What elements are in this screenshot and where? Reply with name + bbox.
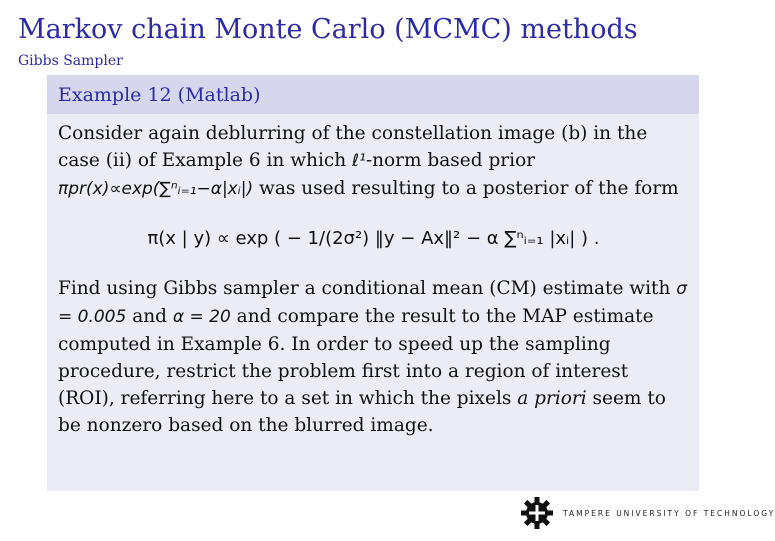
slide-subtitle: Gibbs Sampler [18,53,123,69]
para2-text-2: and [126,306,173,327]
para1-text-3: was used resulting to a posterior of the form [253,178,679,199]
para2-text-1: Find using Gibbs sampler a conditional mean (CM) estimate with [58,278,677,299]
para2-text-5: seem to be nonzero based on the blurred image. [58,388,666,436]
block-body [47,114,699,439]
footer-logo [520,496,775,530]
ell1-norm: ℓ¹ [352,151,366,171]
footer-institution: TAMPERE UNIVERSITY OF TECHNOLOGY [563,508,775,518]
alpha-value: α = 20 [172,307,231,327]
sigma-value: σ = 0.005 [58,279,688,327]
block-header: Example 12 (Matlab) [47,75,699,114]
paragraph-2 [58,275,689,439]
para1-text-2: -norm based prior [365,150,536,171]
gear-logo-icon [520,496,554,530]
prior-formula: πpr(x)∝exp(∑ⁿᵢ₌₁−α|xᵢ|) [58,179,254,199]
posterior-formula: π(x | y) ∝ exp ( − 1/(2σ²) ‖y − Ax‖² − α ∑ⁿᵢ₌₁ |xᵢ| ) . [147,227,600,249]
para2-text-3: and compare the result to the MAP estimate computed in Example 6. In order to speed up the sampling procedure, restrict the problem first into a region of interest (ROI), referring here to a set in which the pixels [58,306,654,409]
para2-a-priori: a priori [517,388,587,409]
example-block [47,75,699,491]
para1-text-1: Consider again deblurring of the constellation image (b) in the case (ii) of Example 6 in which [58,123,648,171]
slide-title: Markov chain Monte Carlo (MCMC) methods [18,14,638,45]
posterior-equation [58,203,689,273]
paragraph-1 [58,120,689,203]
